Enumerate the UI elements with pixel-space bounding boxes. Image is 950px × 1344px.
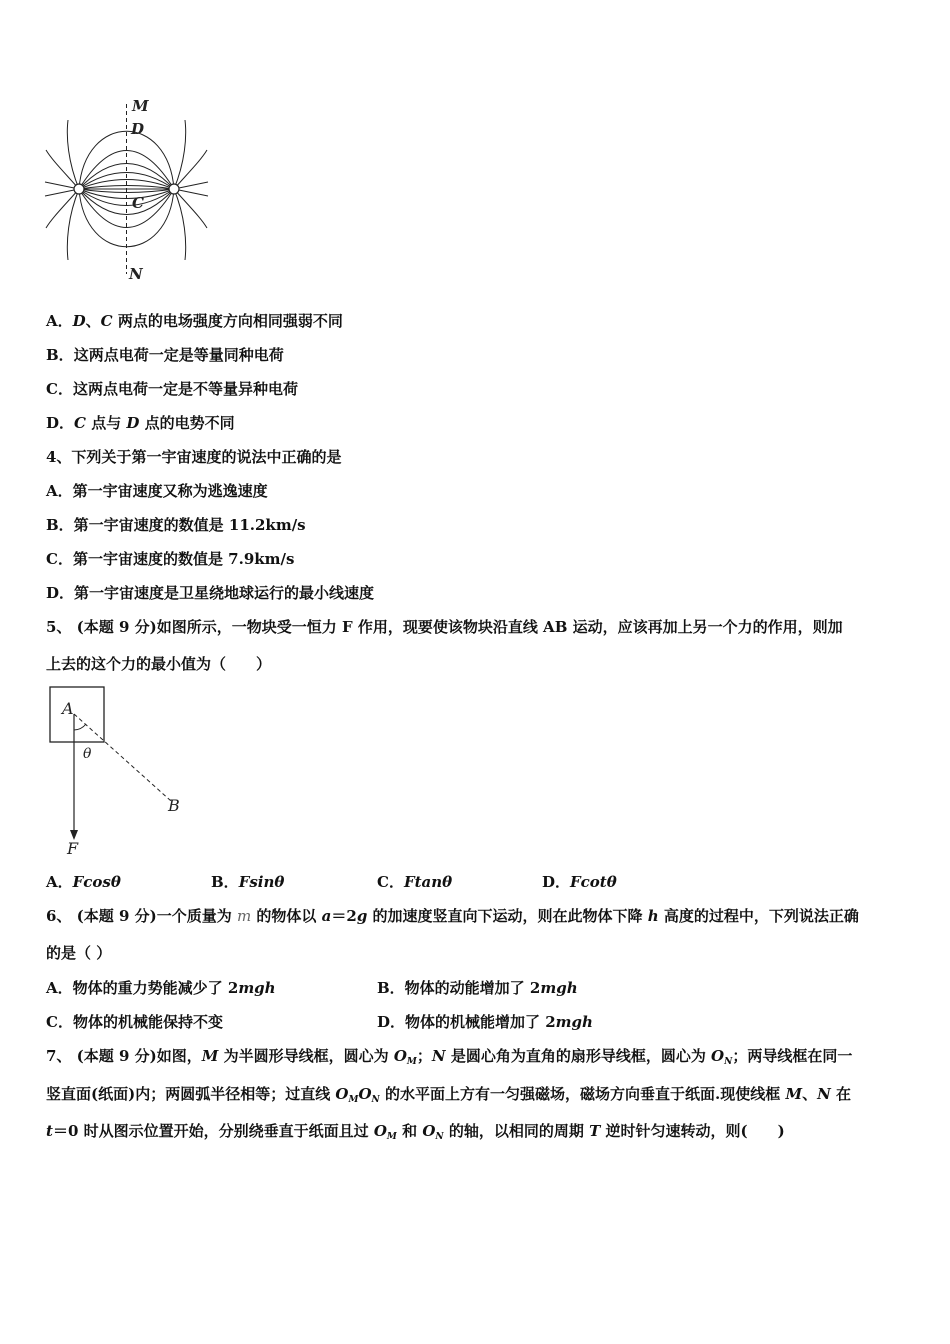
q7-stem-line1: 7、 (本题 9 分)如图，M 为半圆形导线框，圆心为 $O_M$；N 是圆心角为直角的扇形导线框，圆心为 $O_N$；两导线框在同一 <box>46 1047 853 1067</box>
q5-option-b: B．Fsinθ <box>211 873 285 891</box>
q6-option-d: D．物体的机械能增加了 2mgh <box>377 1013 593 1031</box>
q5-option-c: C．Ftanθ <box>377 873 453 891</box>
q7-stem-line3: t＝0 时从图示位置开始，分别绕垂直于纸面且过 $O_M$ 和 $O_N$ 的轴，以相同的周期 T 逆时针匀速转动，则( ) <box>46 1122 785 1142</box>
q4-option-a: A．第一宇宙速度又称为逃逸速度 <box>46 482 268 500</box>
angle-arc <box>74 724 86 730</box>
q6-option-b: B．物体的动能增加了 2mgh <box>377 979 578 997</box>
q7-stem-line2: 竖直面(纸面)内；两圆弧半径相等；过直线 $O_MO_N$ 的水平面上方有一匀强磁场，磁场方向垂直于纸面.现使线框 M、N 在 <box>46 1085 852 1105</box>
field-lines-figure <box>40 92 220 292</box>
q5-option-d: D．Fcotθ <box>542 873 617 891</box>
q3-option-b: B．这两点电荷一定是等量同种电荷 <box>46 346 284 364</box>
label-b: B <box>168 796 180 815</box>
label-d: D <box>131 120 145 138</box>
label-f: F <box>67 839 79 858</box>
label-c: C <box>132 194 144 212</box>
q4-option-b: B．第一宇宙速度的数值是 11.2km/s <box>46 516 306 534</box>
label-theta: θ <box>83 746 92 762</box>
label-n: N <box>129 265 143 283</box>
q4-stem: 4、下列关于第一宇宙速度的说法中正确的是 <box>46 448 342 466</box>
q6-option-c: C．物体的机械能保持不变 <box>46 1013 223 1031</box>
label-a: A <box>62 699 74 718</box>
q5-option-a: A．Fcosθ <box>46 873 121 891</box>
q3-option-a: A．D、C 两点的电场强度方向相同强弱不同 <box>46 312 343 330</box>
q5-stem-line2: 上去的这个力的最小值为（ ） <box>46 655 272 673</box>
left-charge <box>74 184 84 194</box>
q6-stem-line2: 的是（ ） <box>46 944 112 962</box>
q4-option-c: C．第一宇宙速度的数值是 7.9km/s <box>46 550 295 568</box>
right-charge <box>169 184 179 194</box>
q4-option-d: D．第一宇宙速度是卫星绕地球运行的最小线速度 <box>46 584 375 602</box>
block-force-figure <box>44 684 194 862</box>
q3-option-c: C．这两点电荷一定是不等量异种电荷 <box>46 380 298 398</box>
q3-option-d: D．C 点与 D 点的电势不同 <box>46 414 235 432</box>
q6-option-a: A．物体的重力势能减少了 2mgh <box>46 979 276 997</box>
label-m: M <box>132 97 149 115</box>
q6-stem-line1: 6、 (本题 9 分)一个质量为 m 的物体以 a＝2g 的加速度竖直向下运动，则在此物体下降 h 高度的过程中，下列说法正确 <box>46 907 859 925</box>
q5-stem-line1: 5、 (本题 9 分)如图所示，一物块受一恒力 F 作用，现要使该物块沿直线 AB 运动，应该再加上另一个力的作用，则加 <box>46 618 843 636</box>
